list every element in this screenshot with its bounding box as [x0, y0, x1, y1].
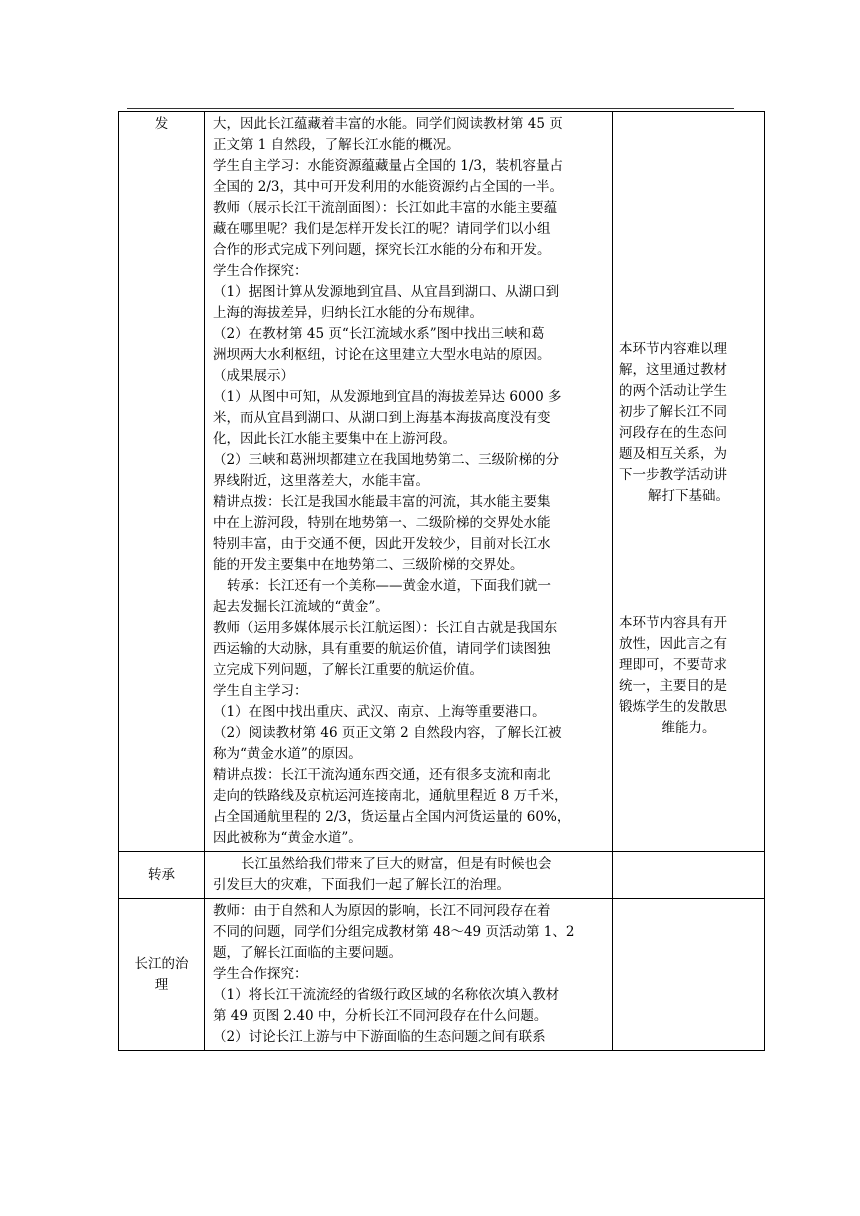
text-line: 能的开发主要集中在地势第二、三级阶梯的交界处。	[213, 557, 524, 573]
text-line: （2）阅读教材第 46 页正文第 2 自然段内容，了解长江被	[213, 725, 562, 741]
note-line: 解，这里通过教材	[619, 362, 727, 378]
text-line: 精讲点拨：长江干流沟通东西交通，还有很多支流和南北	[213, 767, 551, 783]
text-line: 界线附近，这里落差大，水能丰富。	[213, 473, 429, 489]
text-line: 合作的形式完成下列问题，探究长江水能的分布和开发。	[213, 242, 551, 258]
stage-label: 发	[154, 116, 169, 132]
note-line: 的两个活动让学生	[619, 383, 727, 399]
text-line: 走向的铁路线及京杭运河连接南北，通航里程近 8 万千米，	[213, 788, 568, 804]
note-line: 理即可，不要苛求	[619, 657, 727, 673]
notes-cell	[613, 112, 765, 852]
text-line: 学生自主学习：	[213, 683, 308, 699]
text-line: （成果展示）	[213, 368, 294, 384]
text-line: 米，而从宜昌到湖口、从湖口到上海基本海拔高度没有变	[213, 410, 551, 426]
text-line: 教师（运用多媒体展示长江航运图）：长江自古就是我国东	[213, 620, 558, 636]
stage-cell	[119, 112, 205, 852]
note-line: 下一步教学活动讲	[619, 467, 727, 483]
activity-cell	[205, 899, 613, 1051]
text-line: 学生合作探究：	[213, 966, 308, 982]
notes-cell	[613, 852, 765, 899]
stage-label: 转承	[148, 866, 175, 883]
text-line: 教师（展示长江干流剖面图）：长江如此丰富的水能主要蕴	[213, 200, 558, 216]
text-line: （1）据图计算从发源地到宜昌、从宜昌到湖口、从湖口到	[213, 284, 560, 300]
note-line: 解打下基础。	[648, 488, 729, 504]
notes-cell	[613, 899, 765, 1051]
note-line: 题及相互关系，为	[619, 446, 727, 462]
text-line: 精讲点拨：长江是我国水能最丰富的河流，其水能主要集	[213, 494, 551, 510]
design-note	[619, 339, 758, 507]
text-line: （2）三峡和葛洲坝都建立在我国地势第二、三级阶梯的分	[213, 452, 560, 468]
note-line: 本环节内容难以理	[619, 341, 727, 357]
note-line: 放性，因此言之有	[619, 636, 727, 652]
activity-cell	[205, 112, 613, 852]
stage-label: 长江的治	[134, 955, 189, 972]
text-line: 正文第 1 自然段，了解长江水能的概况。	[213, 137, 460, 153]
text-line: 藏在哪里呢？我们是怎样开发长江的呢？请同学们以小组	[213, 221, 551, 237]
text-line: （1）在图中找出重庆、武汉、南京、上海等重要港口。	[213, 704, 546, 720]
text-line: （1）将长江干流流经的省级行政区域的名称依次填入教材	[213, 987, 560, 1003]
table-row	[119, 852, 765, 899]
note-line: 锻炼学生的发散思	[619, 699, 727, 715]
text-line: 立完成下列问题，了解长江重要的航运价值。	[213, 662, 483, 678]
text-line: 题，了解长江面临的主要问题。	[213, 945, 402, 961]
text-line: 西运输的大动脉，具有重要的航运价值，请同学们读图独	[213, 641, 551, 657]
table-row	[119, 899, 765, 1051]
text-line: 中在上游河段，特别在地势第一、二级阶梯的交界处水能	[213, 515, 551, 531]
text-line: 学生合作探究：	[213, 263, 308, 279]
header-rule	[127, 108, 734, 109]
text-line: 洲坝两大水利枢纽，讨论在这里建立大型水电站的原因。	[213, 347, 551, 363]
text-line: 占全国通航里程的 2/3，货运量占全国内河货运量的 60%，	[213, 809, 571, 825]
text-line: 特别丰富，由于交通不便，因此开发较少，目前对长江水	[213, 536, 551, 552]
text-line: 全国的 2/3，其中可开发利用的水能资源约占全国的一半。	[213, 179, 564, 195]
text-line: 起去发掘长江流域的“黄金”。	[213, 599, 389, 615]
text-line: 称为“黄金水道”的原因。	[213, 746, 362, 762]
text-line: 引发巨大的灾难，下面我们一起了解长江的治理。	[213, 877, 510, 893]
text-line: 大，因此长江蕴藏着丰富的水能。同学们阅读教材第 45 页	[213, 116, 563, 132]
table-row	[119, 112, 765, 852]
note-line: 河段存在的生态问	[619, 425, 727, 441]
text-line: （2）讨论长江上游与中下游面临的生态问题之间有联系	[213, 1029, 546, 1045]
stage-label: 理	[154, 976, 169, 993]
text-line: 教师：由于自然和人为原因的影响，长江不同河段存在着	[213, 903, 551, 919]
stage-cell	[119, 852, 205, 899]
design-note	[619, 613, 758, 739]
activity-cell	[205, 852, 613, 899]
note-line: 维能力。	[661, 720, 716, 736]
text-line: （2）在教材第 45 页“长江流域水系”图中找出三峡和葛	[213, 326, 545, 342]
text-line: （1）从图中可知，从发源地到宜昌的海拔差异达 6000 多	[213, 389, 562, 405]
text-line: 转承：长江还有一个美称——黄金水道，下面我们就一	[227, 578, 551, 594]
note-line: 初步了解长江不同	[619, 404, 727, 420]
text-line: 上海的海拔差异，归纳长江水能的分布规律。	[213, 305, 483, 321]
note-line: 统一，主要目的是	[619, 678, 727, 694]
text-line: 化，因此长江水能主要集中在上游河段。	[213, 431, 456, 447]
text-line: 学生自主学习：水能资源蕴藏量占全国的 1/3，装机容量占	[213, 158, 564, 174]
text-line: 不同的问题，同学们分组完成教材第 48～49 页活动第 1、2	[213, 924, 575, 940]
stage-cell	[119, 899, 205, 1051]
note-line: 本环节内容具有开	[619, 615, 727, 631]
text-line: 长江虽然给我们带来了巨大的财富，但是有时候也会	[241, 856, 552, 872]
lesson-plan-table	[118, 111, 765, 1051]
text-line: 第 49 页图 2.40 中，分析长江不同河段存在什么问题。	[213, 1008, 548, 1024]
text-line: 因此被称为“黄金水道”。	[213, 830, 362, 846]
